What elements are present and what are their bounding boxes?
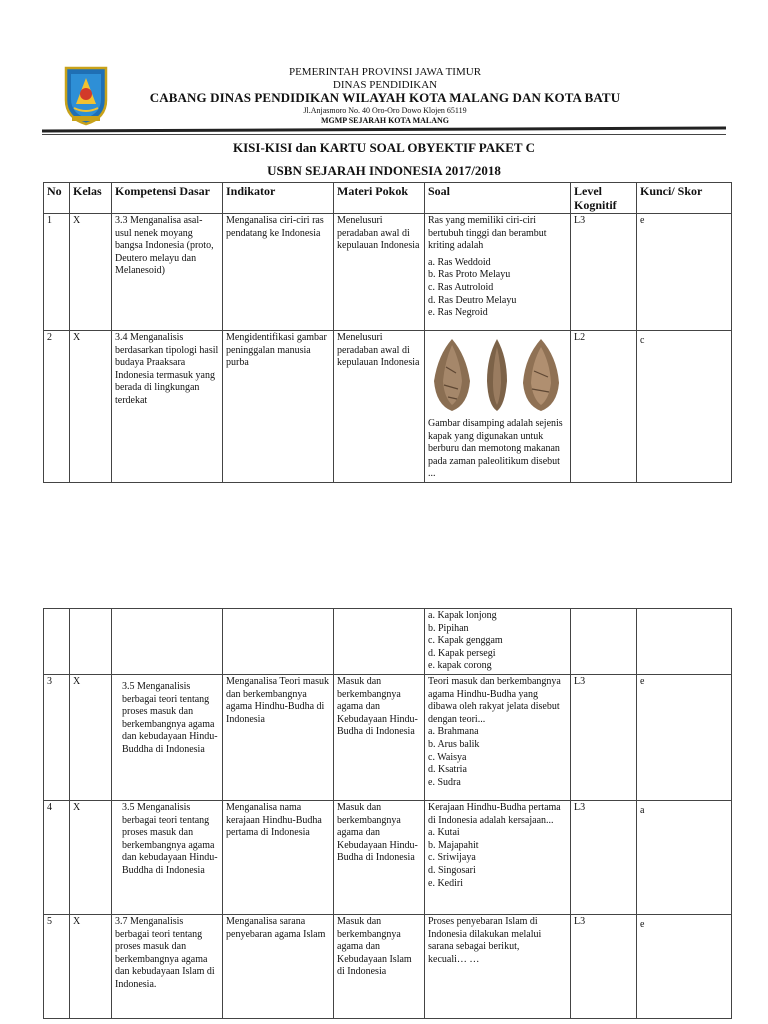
- table-row-continued: [44, 609, 732, 675]
- cell-soal-options: [425, 609, 571, 675]
- cell-level: L3: [571, 914, 637, 1018]
- kd-number: 3.7: [115, 915, 128, 927]
- cell-no: 4: [44, 800, 70, 914]
- letterhead-rule-thin: [42, 134, 726, 135]
- option-c: c. Sriwijaya: [428, 852, 476, 864]
- cell-kelas: X: [70, 914, 112, 1018]
- option-e: e. Kediri: [428, 877, 463, 889]
- hand-axe-side-illustration: [483, 337, 511, 413]
- cell-kelas: X: [70, 674, 112, 800]
- cell-indikator: Menganalisa ciri-ciri ras pendatang ke Indonesia: [223, 214, 334, 331]
- option-c: c. Kapak genggam: [428, 635, 503, 647]
- question-grid-table-top: [43, 182, 732, 483]
- option-a: a. Kutai: [428, 827, 460, 839]
- option-e: e. kapak corong: [428, 660, 492, 672]
- cell-indikator: Menganalisa sarana penyebaran agama Islam: [223, 914, 334, 1018]
- question-text: Ras yang memiliki ciri-ciri bertubuh tinggi dan berambut kriting adalah: [428, 215, 547, 252]
- question-line-2: Indonesia dilakukan melalui: [428, 928, 542, 940]
- option-a: a. Ras Weddoid: [428, 256, 491, 268]
- option-d: d. Kapak persegi: [428, 647, 496, 659]
- cell-kunci: e: [637, 674, 732, 800]
- option-c: c. Waisya: [428, 751, 467, 763]
- option-a: a. Kapak lonjong: [428, 610, 497, 621]
- cell-level: L2: [571, 331, 637, 483]
- header-kelas: Kelas: [70, 183, 112, 214]
- hand-axe-back-illustration: [519, 337, 563, 413]
- cell-kunci: a: [637, 800, 732, 914]
- cell-no: 3: [44, 674, 70, 800]
- stone-axe-image: [428, 332, 567, 418]
- table-header-row: [44, 183, 732, 214]
- cell-kelas: X: [70, 800, 112, 914]
- question-line-3: sarana sebagai berikut,: [428, 941, 520, 953]
- option-e: e. Ras Negroid: [428, 307, 488, 319]
- cell-indikator: Menganalisa nama kerajaan Hindhu-Budha pertama di Indonesia: [223, 800, 334, 914]
- letterhead-line-3: CABANG DINAS PENDIDIKAN WILAYAH KOTA MALANG DAN KOTA BATU: [149, 90, 621, 105]
- question-line-4: kecuali… …: [428, 953, 480, 965]
- cell-level: L3: [571, 214, 637, 331]
- cell-no: 1: [44, 214, 70, 331]
- cell-materi-pokok: Masuk dan berkembangnya agama dan Kebudayaan Hindu-Budha di Indonesia: [334, 800, 425, 914]
- cell-kelas: X: [70, 331, 112, 483]
- header-kompetensi-dasar: Kompetensi Dasar: [112, 183, 223, 214]
- header-materi-pokok: Materi Pokok: [334, 183, 425, 214]
- cell-kompetensi-dasar: 3.5 Menganalisis berbagai teori tentang proses masuk dan berkembangnya agama dan kebudayaan Hindu-Buddha di Indonesia: [112, 800, 223, 914]
- document-title: KISI-KISI dan KARTU SOAL OBYEKTIF PAKET C: [233, 140, 535, 155]
- header-kunci-skor: Kunci/ Skor: [637, 183, 732, 214]
- question-text: Teori masuk dan berkembangnya agama Hindhu-Budha yang dibawa oleh rakyat jelata disebut dengan teori...: [428, 675, 561, 725]
- cell-soal: [425, 800, 571, 914]
- cell-kompetensi-dasar: 3.4 Menganalisis berdasarkan tipologi hasil budaya Praaksara Indonesia termasuk yang berada di lingkungan terdekat: [112, 331, 223, 483]
- answer-options: [428, 257, 567, 320]
- cell-level: L3: [571, 800, 637, 914]
- cell-soal: [425, 674, 571, 800]
- cell-kunci: c: [637, 331, 732, 483]
- header-no: No: [44, 183, 70, 214]
- hand-axe-illustration: [430, 337, 474, 413]
- letterhead-line-2: DINAS PENDIDIKAN: [332, 79, 438, 91]
- option-d: d. Ksatria: [428, 764, 467, 776]
- option-d: d. Singosari: [428, 864, 476, 876]
- kd-text: Menganalisis berbagai teori tentang proses masuk dan berkembangnya agama dan kebudayaan Islam di Indonesia.: [115, 915, 215, 990]
- cell-soal: [425, 214, 571, 331]
- table-row: [44, 331, 732, 483]
- cell-materi-pokok: Menelusuri peradaban awal di kepulauan Indonesia: [334, 331, 425, 483]
- option-c: c. Ras Autroloid: [428, 281, 494, 293]
- question-text: Kerajaan Hindhu-Budha pertama di Indonesia adalah kersajaan...: [428, 801, 561, 826]
- letterhead-line-1: PEMERINTAH PROVINSI JAWA TIMUR: [288, 66, 482, 78]
- option-b: b. Majapahit: [428, 839, 479, 851]
- option-b: b. Arus balik: [428, 738, 480, 750]
- cell-kompetensi-dasar: 3.3 Menganalisa asal-usul nenek moyang bangsa Indonesia (proto, Deutero melayu dan Melanesoid): [112, 214, 223, 331]
- letterhead-address: Jl.Anjasmoro No. 40 Oro-Oro Dowo Klojen 65119: [303, 106, 467, 115]
- header-soal: Soal: [425, 183, 571, 214]
- option-d: d. Ras Deutro Melayu: [428, 294, 517, 306]
- question-line-1: Proses penyebaran Islam di: [428, 915, 538, 927]
- cell-soal: [425, 331, 571, 483]
- option-b: b. Pipihan: [428, 622, 469, 634]
- cell-soal: [425, 914, 571, 1018]
- cell-kompetensi-dasar: [112, 914, 223, 1018]
- option-a: a. Brahmana: [428, 726, 479, 738]
- cell-materi-pokok: Masuk dan berkembangnya agama dan Kebudayaan Islam di Indonesia: [334, 914, 425, 1018]
- question-grid-table-bottom: [43, 608, 732, 1019]
- cell-level: L3: [571, 674, 637, 800]
- cell-kelas: X: [70, 214, 112, 331]
- header-level-kognitif: Level Kognitif: [571, 183, 637, 214]
- letterhead-rule-thick: [42, 127, 726, 133]
- table-row: [44, 674, 732, 800]
- cell-kunci: e: [637, 214, 732, 331]
- cell-no: 5: [44, 914, 70, 1018]
- letterhead-mgmp: MGMP SEJARAH KOTA MALANG: [320, 116, 450, 125]
- east-java-emblem-logo: [62, 64, 110, 126]
- table-row: [44, 214, 732, 331]
- document-subtitle: USBN SEJARAH INDONESIA 2017/2018: [267, 163, 501, 178]
- cell-kompetensi-dasar: 3.5 Menganalisis berbagai teori tentang proses masuk dan berkembangnya agama dan kebudayaan Hindu-Buddha di Indonesia: [112, 674, 223, 800]
- cell-indikator: Mengidentifikasi gambar peninggalan manusia purba: [223, 331, 334, 483]
- option-e: e. Sudra: [428, 776, 461, 788]
- table-row: [44, 800, 732, 914]
- cell-materi-pokok: Masuk dan berkembangnya agama dan Kebudayaan Hindu-Budha di Indonesia: [334, 674, 425, 800]
- cell-kunci: e: [637, 914, 732, 1018]
- question-text: Gambar disamping adalah sejenis kapak yang digunakan untuk berburu dan memotong makanan pada zaman paleolitikum disebut ...: [428, 418, 563, 480]
- cell-indikator: Menganalisa Teori masuk dan berkembangnya agama Hindhu-Budha di Indonesia: [223, 674, 334, 800]
- header-indikator: Indikator: [223, 183, 334, 214]
- cell-no: 2: [44, 331, 70, 483]
- cell-materi-pokok: Menelusuri peradaban awal di kepulauan Indonesia: [334, 214, 425, 331]
- option-b: b. Ras Proto Melayu: [428, 269, 511, 281]
- table-row: [44, 914, 732, 1018]
